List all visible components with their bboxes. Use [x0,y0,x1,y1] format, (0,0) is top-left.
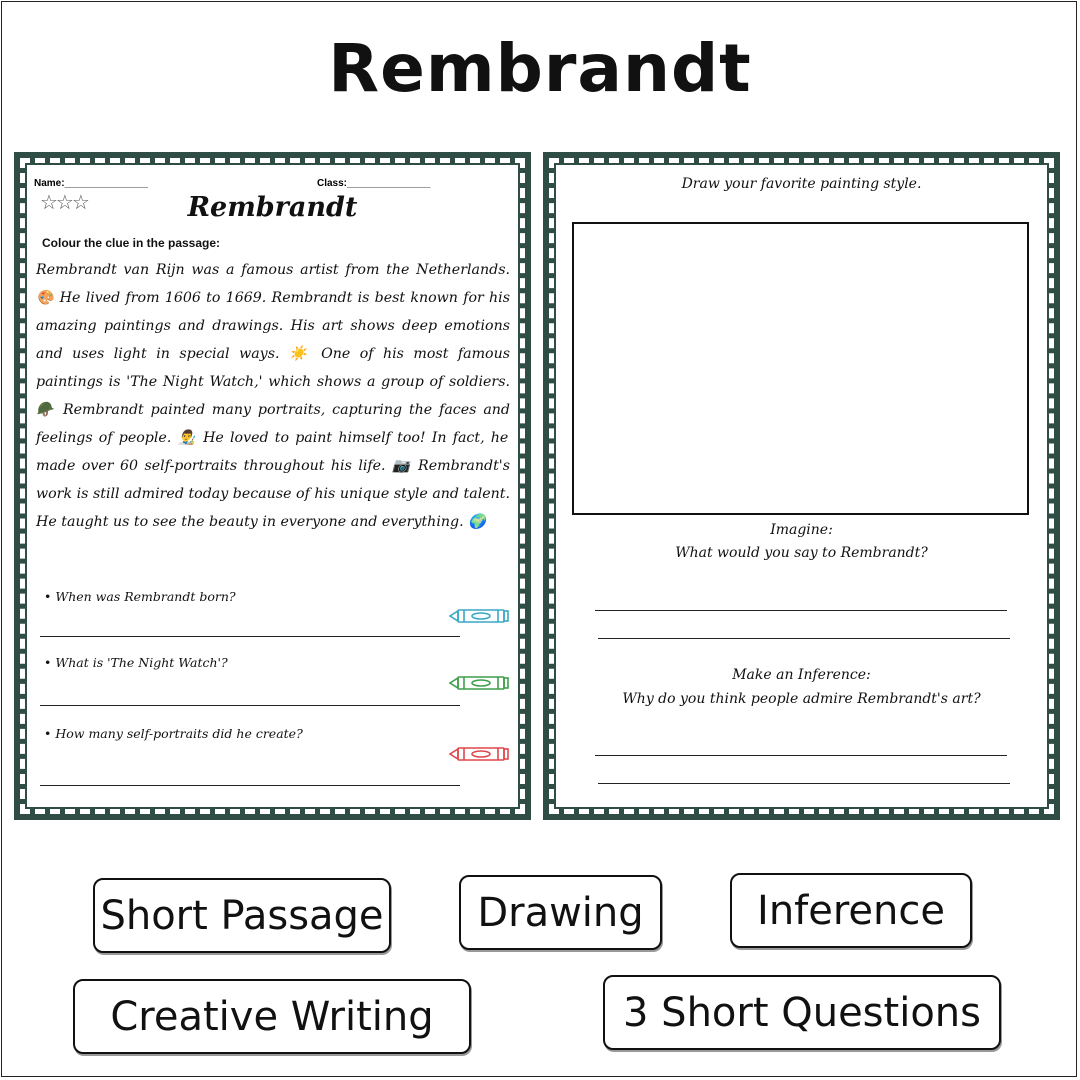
crayon-icon-red [448,746,510,762]
crayon-icon-green [448,675,510,691]
crayon-icon-blue [448,608,510,624]
tag-short-passage[interactable]: Short Passage [93,878,391,953]
draw-prompt: Draw your favorite painting style. [681,176,922,192]
worksheet-title: Rembrandt [187,192,358,223]
writing-line[interactable] [595,755,1007,756]
worksheet-instruction: Colour the clue in the passage: [42,236,221,250]
writing-line[interactable] [595,610,1007,611]
tag-3-short-questions[interactable]: 3 Short Questions [603,975,1001,1050]
reading-passage: Rembrandt van Rijn was a famous artist from the Netherlands. 🎨 He lived from 1606 to 1669. Rembrandt is best known for his amazing paintings and drawings. His art shows deep emotions and uses light in special ways. ☀️ One of his most famous paintings is 'The Night Watch,' which shows a group of soldiers. 🪖 Rembrandt painted many portraits, capturing the faces and feelings of people. 👨‍🎨 He loved to paint himself too! In fact, he made over 60 self-portraits throughout his life. 📷 Rembrandt's work is still admired today because of his unique style and talent. He taught us to see the beauty in everyone and everything. 🌍 [36,262,510,530]
worksheet-activity-preview[interactable] [543,152,1060,820]
writing-line[interactable] [598,783,1010,784]
answer-line[interactable] [40,636,460,637]
question-1: • When was Rembrandt born? [44,589,236,604]
writing-line[interactable] [598,638,1010,639]
tag-creative-writing[interactable]: Creative Writing [73,979,471,1054]
question-2: • What is 'The Night Watch'? [44,655,228,670]
imagine-question: What would you say to Rembrandt? [675,545,928,561]
answer-line[interactable] [40,705,460,706]
question-text: When was Rembrandt born? [55,589,236,604]
rating-stars-icon: ☆☆☆ [40,192,88,214]
drawing-area[interactable] [572,222,1029,515]
inference-heading: Make an Inference: [732,667,871,683]
inference-question: Why do you think people admire Rembrandt's art? [622,691,981,707]
question-text: How many self-portraits did he create? [55,726,303,741]
name-field-label: Name:_______________ [34,178,148,189]
class-field-label: Class:_______________ [317,178,431,189]
imagine-heading: Imagine: [770,522,833,538]
page-title: Rembrandt [328,30,752,107]
answer-line[interactable] [40,785,460,786]
worksheet-passage-preview[interactable] [14,152,531,820]
tag-drawing[interactable]: Drawing [459,875,662,950]
question-text: What is 'The Night Watch'? [55,655,228,670]
tag-inference[interactable]: Inference [730,873,972,948]
question-3: • How many self-portraits did he create? [44,726,303,741]
